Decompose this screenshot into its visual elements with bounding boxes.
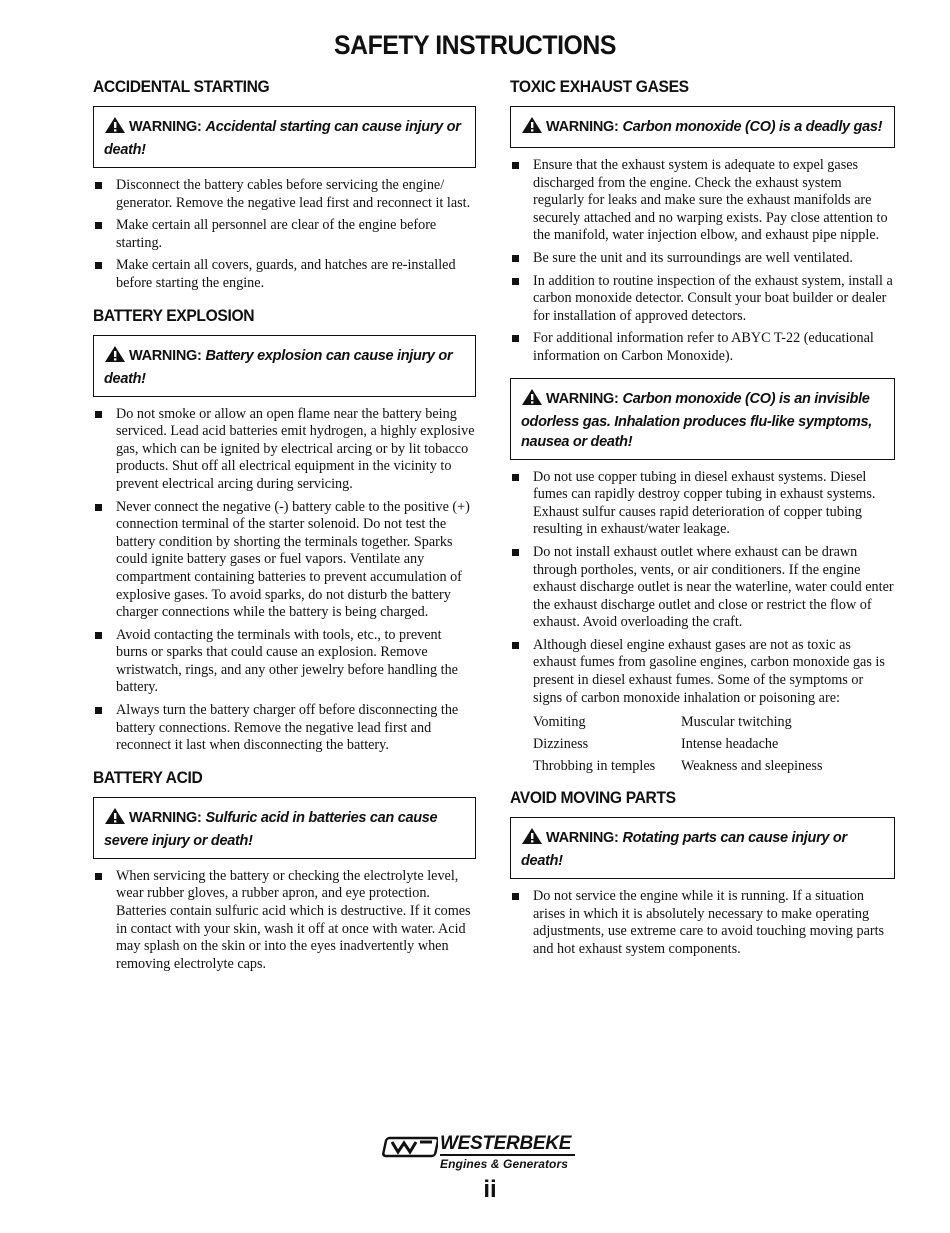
westerbeke-logo-mark-icon bbox=[382, 1136, 438, 1163]
logo-brand-text: WESTERBEKE bbox=[440, 1134, 575, 1156]
list-item: Although diesel engine exhaust gases are not as toxic as exhaust fumes from gasoline engines, carbon monoxide gas is present in diesel exhaust fumes. Some of the symptoms or signs of carbon monoxide inhalation or poisoning are: bbox=[510, 637, 895, 707]
list-item: Ensure that the exhaust system is adequate to expel gases discharged from the engine. Check the exhaust system regularly for leaks and make sure the exhaust manifolds are securely attached and no warping exists. Pay close attention to the manifold, water injection elbow, and exhaust pipe nipple. bbox=[510, 157, 895, 245]
logo-tagline: Engines & Generators bbox=[440, 1157, 569, 1171]
heading-battery-acid: BATTERY ACID bbox=[93, 767, 203, 787]
bullet-list-co-invisible bbox=[510, 469, 895, 708]
left-column bbox=[93, 76, 476, 985]
list-item: Make certain all personnel are clear of the engine before starting. bbox=[93, 217, 476, 252]
symptom: Muscular twitching bbox=[681, 714, 792, 731]
heading-toxic-exhaust-gases: TOXIC EXHAUST GASES bbox=[510, 77, 689, 96]
warning-text: Carbon monoxide (CO) is a deadly gas! bbox=[622, 119, 883, 135]
list-item: Make certain all covers, guards, and hatches are re-installed before starting the engine. bbox=[93, 257, 476, 292]
symptom: Dizziness bbox=[533, 736, 589, 753]
warning-triangle-icon bbox=[521, 116, 543, 140]
warning-label: WARNING: bbox=[546, 390, 619, 407]
warning-label: WARNING: bbox=[129, 347, 202, 364]
list-item: Never connect the negative (-) battery cable to the positive (+) connection terminal of the starter solenoid. Do not test the battery condition by shorting the terminals together. Sparks could ignite battery gases or fuel vapors. Ventilate any compartment containing batteries to prevent accumulation of explosive gases. To avoid sparks, do not disturb the battery charger connections while the battery is being charged. bbox=[93, 499, 476, 622]
bullet-list-battery-explosion bbox=[93, 406, 476, 755]
warning-triangle-icon bbox=[104, 116, 126, 140]
warning-box-moving-parts bbox=[510, 817, 895, 879]
list-item: Do not service the engine while it is running. If a situation arises in which it is absolutely necessary to make operating adjustments, use extreme care to avoid touching moving parts and hot exhaust system components. bbox=[510, 888, 895, 958]
warning-text: Rotating parts can cause injury or death! bbox=[521, 830, 847, 870]
warning-label: WARNING: bbox=[129, 809, 202, 826]
list-item: Do not use copper tubing in diesel exhaust systems. Diesel fumes can rapidly destroy copper tubing in exhaust systems. Exhaust sulfur causes rapid deterioration of copper tubing resulting in exhaust/water leakage. bbox=[510, 469, 895, 539]
warning-text: Sulfuric acid in batteries can cause severe injury or death! bbox=[104, 809, 438, 849]
warning-text: Carbon monoxide (CO) is an invisible odorless gas. Inhalation produces flu-like symptoms, nausea or death! bbox=[521, 390, 873, 450]
list-item: For additional information refer to ABYC T-22 (educational information on Carbon Monoxide). bbox=[510, 330, 895, 365]
bullet-list-moving-parts bbox=[510, 888, 895, 958]
heading-battery-explosion: BATTERY EXPLOSION bbox=[93, 305, 255, 325]
warning-triangle-icon bbox=[521, 388, 543, 412]
warning-triangle-icon bbox=[104, 345, 126, 369]
list-item: Do not install exhaust outlet where exhaust can be drawn through portholes, vents, or air conditioners. If the engine exhaust discharge outlet is near the waterline, water could enter the exhaust discharge outlet and close or restrict the flow of exhaust. Avoid overloading the craft. bbox=[510, 544, 895, 632]
warning-box-battery-acid bbox=[93, 797, 476, 859]
symptoms-table bbox=[533, 713, 895, 775]
list-item: In addition to routine inspection of the exhaust system, install a carbon monoxide detector. Consult your boat builder or dealer for installation of approved detectors. bbox=[510, 273, 895, 326]
symptom: Vomiting bbox=[533, 714, 586, 731]
bullet-list-accidental-starting bbox=[93, 177, 476, 293]
list-item: When servicing the battery or checking the electrolyte level, wear rubber gloves, a rubber apron, and eye protection. Batteries contain sulfuric acid which is destructive. If it comes in contact with your skin, wash it off at once with water. Acid may splash on the skin or into the eyes inadvertently when removing electrolyte caps. bbox=[93, 868, 476, 974]
list-item: Avoid contacting the terminals with tools, etc., to prevent burns or sparks that could cause an explosion. Remove wristwatch, rings, and any other jewelry before handling the battery. bbox=[93, 627, 476, 697]
heading-avoid-moving-parts: AVOID MOVING PARTS bbox=[510, 788, 676, 808]
warning-box-accidental-starting bbox=[93, 106, 476, 168]
warning-text: Accidental starting can cause injury or death! bbox=[104, 119, 461, 158]
warning-label: WARNING: bbox=[546, 119, 619, 135]
warning-box-toxic-exhaust bbox=[510, 106, 895, 148]
heading-accidental-starting: ACCIDENTAL STARTING bbox=[93, 77, 270, 96]
page-title: SAFETY INSTRUCTIONS bbox=[333, 30, 617, 60]
bullet-list-toxic-exhaust bbox=[510, 157, 895, 366]
list-item: Do not smoke or allow an open flame near the battery being serviced. Lead acid batteries emit hydrogen, a highly explosive gas, which can be ignited by electrical arcing or by lit tobacco products. Shut off all electrical equipment in the vicinity to prevent electrical arcing during servicing. bbox=[93, 406, 476, 494]
warning-box-battery-explosion bbox=[93, 335, 476, 397]
warning-box-co-invisible bbox=[510, 378, 895, 460]
warning-label: WARNING: bbox=[546, 830, 619, 847]
page-number: ii bbox=[483, 1176, 497, 1203]
symptom: Weakness and sleepiness bbox=[681, 758, 823, 775]
right-column bbox=[510, 76, 895, 971]
list-item: Disconnect the battery cables before servicing the engine/ generator. Remove the negative lead first and reconnect it last. bbox=[93, 177, 476, 212]
warning-triangle-icon bbox=[521, 827, 543, 851]
list-item: Be sure the unit and its surroundings are well ventilated. bbox=[510, 250, 895, 268]
symptom: Throbbing in temples bbox=[533, 758, 656, 775]
warning-label: WARNING: bbox=[129, 119, 202, 135]
westerbeke-logo bbox=[382, 1134, 592, 1174]
list-item: Always turn the battery charger off before disconnecting the battery connections. Remove the negative lead first and reconnect it last when disconnecting the battery. bbox=[93, 702, 476, 755]
symptom: Intense headache bbox=[681, 736, 779, 753]
warning-triangle-icon bbox=[104, 807, 126, 831]
warning-text: Battery explosion can cause injury or death! bbox=[104, 347, 453, 387]
bullet-list-battery-acid bbox=[93, 868, 476, 974]
